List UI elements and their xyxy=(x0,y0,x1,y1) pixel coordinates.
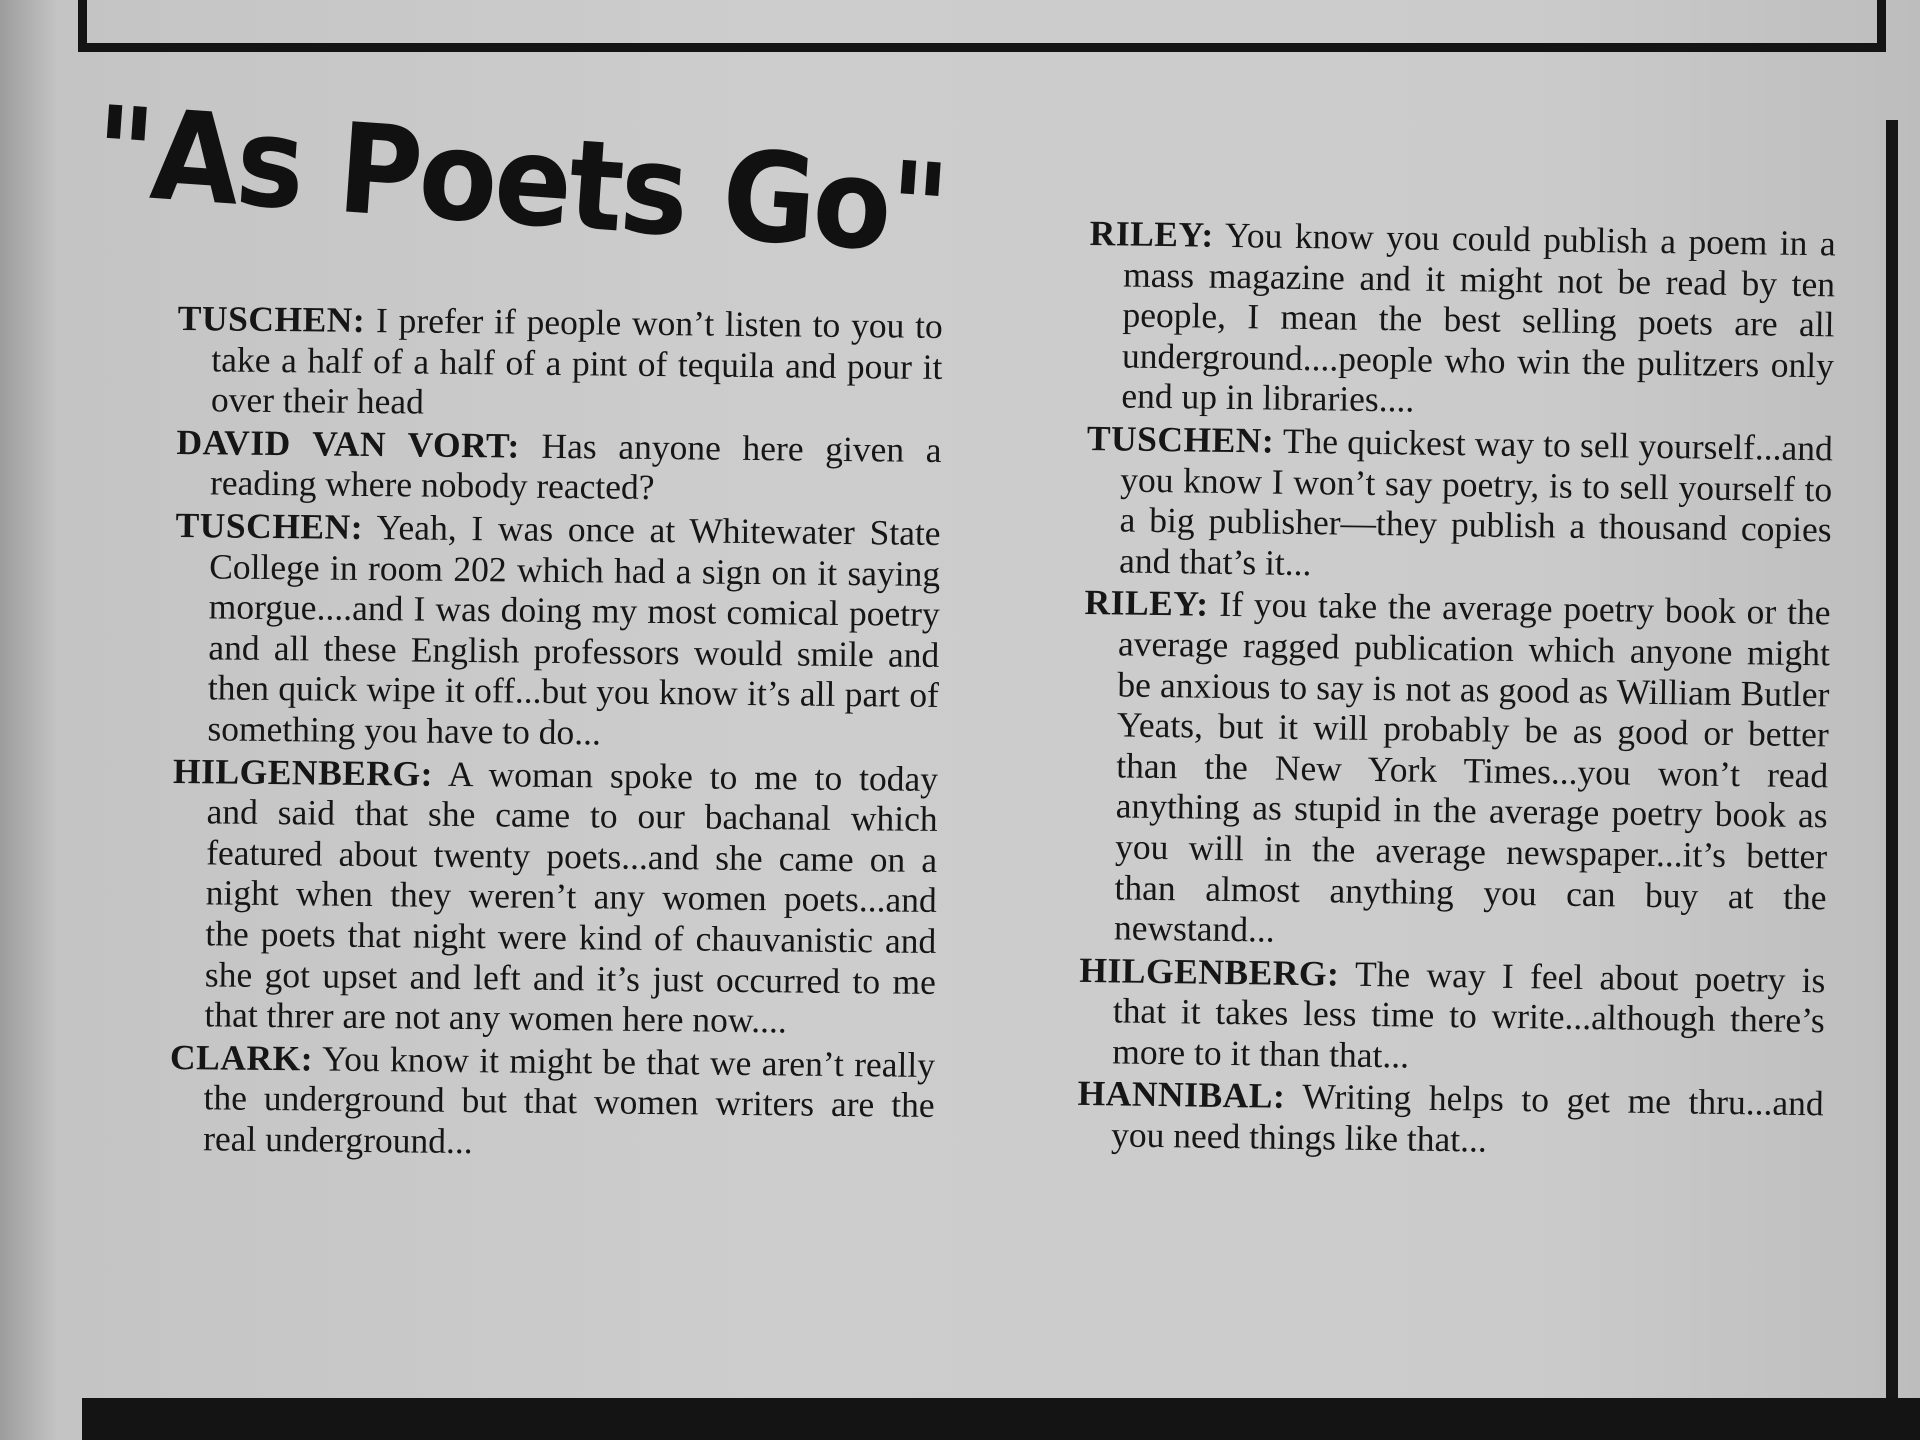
dialogue-text: If you take the average poetry book or the average ragged publication which anyone might be anxious to say is not as good as William Butler Yeats, but it will probably be as good or better than the New York Times...you won’t read anything as stupid in the average poetry book as you will in the average newspaper...it’s better than almost anything you can buy at the newstand... xyxy=(1113,584,1831,950)
speaker-name: RILEY: xyxy=(1089,213,1215,255)
dialogue-text: Writing helps to get me thru...and you need things like that... xyxy=(1110,1076,1824,1160)
bottom-border-bar xyxy=(82,1398,1920,1440)
dialogue-text: I prefer if people won’t listen to you to take a half of a half of a pint of tequila and pour it over their head xyxy=(210,300,943,422)
dialogue-entry xyxy=(1078,950,1826,1082)
dialogue-text: Yeah, I was once at Whitewater State College in room 202 which had a sign on it saying morgue....and I was doing my most comical poetry and all these English professors would smile and then quick wipe it off...but you know it’s all part of something you have to do... xyxy=(207,507,941,753)
dialogue-entry xyxy=(1085,418,1833,591)
speaker-name: HILGENBERG: xyxy=(1079,949,1340,994)
dialogue-entry xyxy=(173,505,941,757)
dialogue-entry xyxy=(1080,582,1831,958)
dialogue-entry xyxy=(1077,1073,1824,1165)
left-column xyxy=(169,298,943,1168)
dialogue-text: You know it might be that we aren’t really the underground but that women writers are the real underground... xyxy=(202,1038,936,1162)
dialogue-text: A woman spoke to me to today and said that she came to our bachanal which featured about twenty poets...and she came on a night when they weren’t any women poets...and the poets that night were kind of chauvanistic and she got upset and left and it’s just occurred to me that threr are not any women here now.... xyxy=(204,753,939,1041)
dialogue-entry xyxy=(177,298,943,428)
dialogue-text: The way I feel about poetry is that it takes less time to write...although there’s more to it than that... xyxy=(1112,953,1826,1076)
speaker-name: TUSCHEN: xyxy=(175,504,364,547)
dialogue-entry xyxy=(170,751,938,1043)
dialogue-entry xyxy=(176,422,942,511)
right-column xyxy=(1077,213,1836,1167)
right-border-rule xyxy=(1886,120,1898,1430)
speaker-name: CLARK: xyxy=(169,1036,314,1079)
speaker-name: DAVID VAN VORT: xyxy=(176,421,521,466)
dialogue-entry xyxy=(1087,213,1836,426)
dialogue-entry xyxy=(169,1037,935,1167)
dialogue-text: You know you could publish a poem in a mass magazine and it might not be read by ten people, I mean the best selling poets are all underground....people who win the pulitzers only end up in libraries.... xyxy=(1121,214,1836,420)
speaker-name: TUSCHEN: xyxy=(177,298,366,340)
headline: "As Poets Go" xyxy=(89,80,951,284)
speaker-name: HANNIBAL: xyxy=(1077,1073,1286,1117)
top-border-box xyxy=(78,0,1886,52)
speaker-name: TUSCHEN: xyxy=(1086,417,1275,461)
speaker-name: HILGENBERG: xyxy=(172,750,434,794)
dialogue-text: Has anyone here given a reading where nobody reacted? xyxy=(209,425,942,508)
dialogue-text: The quickest way to sell yourself...and you know I won’t say poetry, is to sell yourself to a big publisher—they publish a thousand copies and that’s it... xyxy=(1118,420,1834,583)
speaker-name: RILEY: xyxy=(1084,582,1209,625)
